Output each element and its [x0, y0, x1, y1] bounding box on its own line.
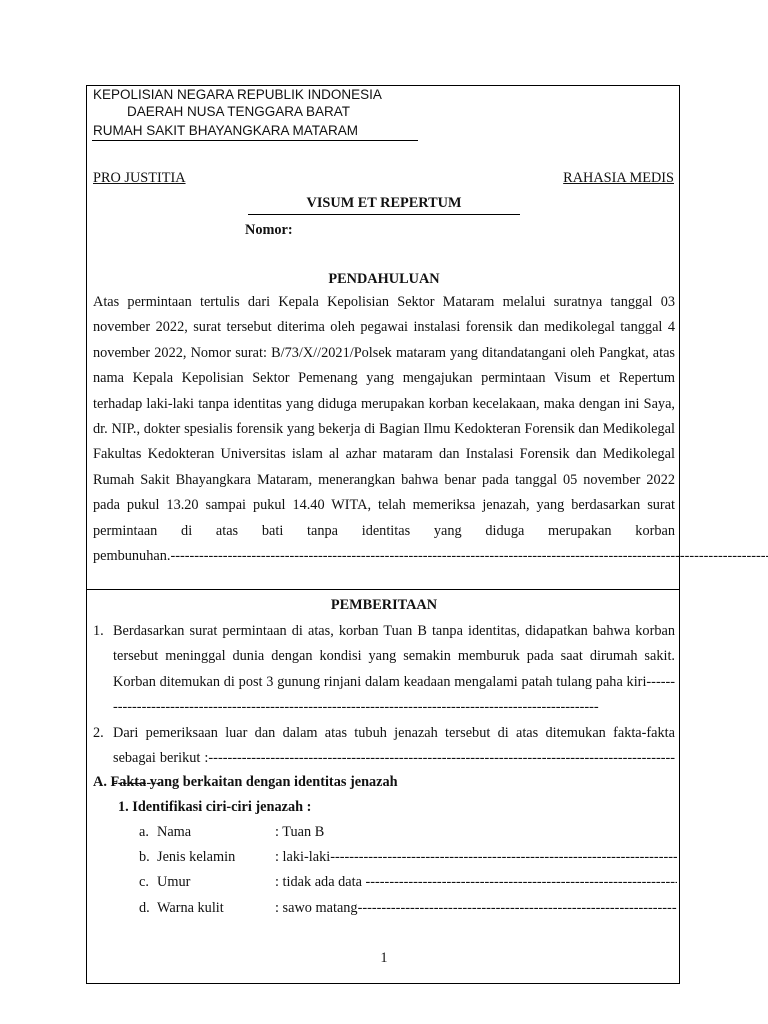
- row-field: Warna kulit: [157, 900, 224, 916]
- row-field: Umur: [157, 874, 191, 890]
- pendahuluan-text: Atas permintaan tertulis dari Kepala Kepolisian Sektor Mataram melalui suratnya tanggal 03 november 2022, surat tersebut diterima oleh pegawai instalasi forensik dan medikolegal tanggal 4 november 2022, Nomor surat: B/73/X//2021/Polsek mataram yang ditandatangani oleh Pangkat, atas nama Kepala Kepolisian Sektor Pemenang yang mengajukan permintaan Visum et Repertum terhadap laki-laki tanpa identitas yang diduga merupakan korban kecelakaan, maka dengan ini Saya, dr. NIP., dokter spesialis forensik yang bekerja di Bagian Ilmu Kedokteran Forensik dan Medikolegal Fakultas Kedokteran Universitas islam al azhar mataram dan Instalasi Forensik dan Medikolegal Rumah Sakit Bhayangkara Mataram, menerangkan bahwa benar pada tanggal 05 november 2022 pada pukul 13.20 sampai pukul 14.40 WITA, telah memeriksa jenazah, yang berdasarkan surat permintaan di atas bati tanpa identitas yang diduga merupakan korban pembunuhan.: [93, 294, 675, 565]
- row-value: [275, 874, 677, 891]
- identity-row-nama: [139, 824, 677, 844]
- row-value: [275, 824, 677, 841]
- row-value: [275, 900, 677, 917]
- pendahuluan-paragraph: [93, 290, 675, 569]
- row-value: [275, 849, 677, 866]
- row-field: Nama: [157, 824, 192, 840]
- row-letter: b.: [139, 849, 150, 865]
- identity-row-warna-kulit: [139, 900, 677, 920]
- row-value-text: : Tuan B: [275, 824, 325, 840]
- row-letter: c.: [139, 874, 149, 890]
- pemberitaan-heading: PEMBERITAAN: [330, 597, 438, 613]
- list-item: [93, 619, 675, 721]
- identity-row-umur: [139, 874, 677, 894]
- title-underline: [248, 214, 520, 215]
- header-line-3: RUMAH SAKIT BHAYANGKARA MATARAM: [93, 123, 359, 138]
- section-a-subheading: 1. Identifikasi ciri-ciri jenazah :: [118, 799, 312, 815]
- header-underline: [92, 140, 418, 141]
- list-number: 1.: [93, 623, 104, 639]
- row-value-text: : sawo matang: [275, 900, 358, 916]
- section-divider: [86, 589, 680, 590]
- header-line-1: KEPOLISIAN NEGARA REPUBLIK INDONESIA: [93, 87, 382, 102]
- row-value-text: : tidak ada data: [275, 874, 366, 890]
- pro-justitia-label: PRO JUSTITIA: [93, 170, 186, 186]
- identity-row-jenis-kelamin: [139, 849, 677, 869]
- row-letter: a.: [139, 824, 149, 840]
- row-field: Jenis kelamin: [157, 849, 236, 865]
- nomor-label: Nomor:: [245, 222, 293, 238]
- pendahuluan-heading: PENDAHULUAN: [328, 271, 440, 287]
- rahasia-medis-label: RAHASIA MEDIS: [563, 170, 674, 186]
- header-line-2: DAERAH NUSA TENGGARA BARAT: [127, 104, 351, 119]
- section-a-heading: A. Fakta yang berkaitan dengan identitas jenazah: [93, 774, 398, 790]
- page-number: 1: [380, 950, 388, 966]
- list-text: Dari pemeriksaan luar dan dalam atas tubuh jenazah tersebut di atas ditemukan fakta-fakta sebagai berikut :: [113, 724, 675, 767]
- row-value-text: : laki-laki: [275, 849, 331, 865]
- dash-fill: [170, 548, 768, 564]
- row-letter: d.: [139, 900, 150, 916]
- document-title: VISUM ET REPERTUM: [306, 195, 462, 211]
- pemberitaan-list: [93, 619, 675, 797]
- list-number: 2.: [93, 724, 104, 741]
- list-text: Berdasarkan surat permintaan di atas, korban Tuan B tanpa identitas, didapatkan bahwa korban tersebut meninggal dunia dengan kondisi yang semakin memburuk pada saat dirumah sakit. Korban ditemukan di post 3 gunung rinjani dalam keadaan mengalami patah tulang paha kiri: [113, 623, 675, 690]
